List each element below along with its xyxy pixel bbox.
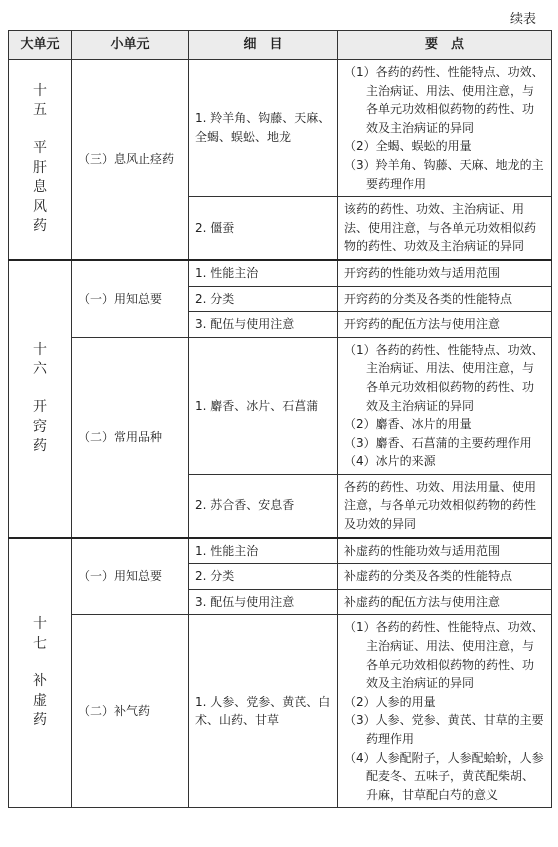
table-row <box>9 615 552 808</box>
detail-cell: 1. 人参、党参、黄芪、白术、山药、甘草 <box>189 615 338 808</box>
key-points-cell <box>338 337 552 474</box>
key-point-item: （3）羚羊角、钩藤、天麻、地龙的主要药理作用 <box>344 157 544 191</box>
major-unit-cell <box>9 538 72 808</box>
detail-cell: 2. 分类 <box>189 286 338 312</box>
major-unit-title: 补 虚 药 <box>33 673 47 729</box>
detail-cell: 1. 羚羊角、钩藤、天麻、全蝎、蜈蚣、地龙 <box>189 60 338 197</box>
key-points-cell <box>338 60 552 197</box>
major-unit-cell <box>9 60 72 260</box>
header-sub-unit: 小单元 <box>72 31 189 60</box>
key-point-item: （2）麝香、冰片的用量 <box>344 417 472 432</box>
sub-unit-cell: （三）息风止痉药 <box>72 60 189 260</box>
key-points-cell: 该药的药性、功效、主治病证、用法、使用注意，与各单元功效相似药物的药性、功效及主治病证的异同 <box>338 197 552 260</box>
header-detail: 细 目 <box>189 31 338 60</box>
key-point-item: （2）人参的用量 <box>344 694 436 709</box>
key-points-cell: 开窍药的性能功效与适用范围 <box>338 260 552 286</box>
syllabus-table <box>8 30 552 808</box>
key-points-list <box>344 618 545 804</box>
major-unit-label <box>32 341 48 457</box>
key-points-cell: 开窍药的分类及各类的性能特点 <box>338 286 552 312</box>
key-points-cell: 补虚药的性能功效与适用范围 <box>338 538 552 564</box>
header-row <box>9 31 552 60</box>
key-points-list <box>344 63 545 193</box>
key-points-cell: 开窍药的配伍方法与使用注意 <box>338 312 552 338</box>
key-points-cell: 补虚药的分类及各类的性能特点 <box>338 564 552 590</box>
key-point-item: （1）各药的药性、性能特点、功效、主治病证、用法、使用注意，与各单元功效相似药物的药性、功效及主治病证的异同 <box>344 620 544 691</box>
sub-unit-cell: （一）用知总要 <box>72 260 189 337</box>
table-body <box>9 60 552 808</box>
major-unit-number: 十 五 <box>33 82 47 119</box>
header-key-points: 要 点 <box>338 31 552 60</box>
key-point-item: （4）冰片的来源 <box>344 454 436 469</box>
detail-cell: 1. 麝香、冰片、石菖蒲 <box>189 337 338 474</box>
major-unit-gap <box>32 121 48 139</box>
table-row <box>9 60 552 197</box>
key-point-item: （2）全蝎、蜈蚣的用量 <box>344 139 472 154</box>
key-point-item: （3）人参、党参、黄芪、甘草的主要药理作用 <box>344 713 544 746</box>
major-unit-gap <box>32 380 48 398</box>
major-unit-cell <box>9 260 72 538</box>
table-row <box>9 337 552 474</box>
sub-unit-cell: （一）用知总要 <box>72 538 189 615</box>
key-point-item: （4）人参配附子，人参配蛤蚧，人参配麦冬、五味子，黄芪配柴胡、升麻，甘草配白芍的意义 <box>344 750 544 802</box>
key-point-item: （3）麝香、石菖蒲的主要药理作用 <box>344 435 532 450</box>
key-points-list <box>344 341 545 471</box>
detail-cell: 3. 配伍与使用注意 <box>189 589 338 615</box>
detail-cell: 2. 僵蚕 <box>189 197 338 260</box>
header-major-unit: 大单元 <box>9 31 72 60</box>
major-unit-label <box>32 615 48 731</box>
major-unit-gap <box>32 654 48 672</box>
detail-cell: 1. 性能主治 <box>189 538 338 564</box>
major-unit-number: 十 七 <box>33 616 47 652</box>
sub-unit-cell: （二）补气药 <box>72 615 189 808</box>
key-point-item: （1）各药的药性、性能特点、功效、主治病证、用法、使用注意，与各单元功效相似药物的药性、功效及主治病证的异同 <box>344 65 544 135</box>
key-points-cell: 各药的药性、功效、用法用量、使用注意，与各单元功效相似药物的药性及功效的异同 <box>338 474 552 537</box>
key-points-cell: 补虚药的配伍方法与使用注意 <box>338 589 552 615</box>
key-points-cell <box>338 615 552 808</box>
major-unit-title: 开 窍 药 <box>33 399 47 455</box>
major-unit-label <box>32 82 48 237</box>
detail-cell: 1. 性能主治 <box>189 260 338 286</box>
detail-cell: 2. 分类 <box>189 564 338 590</box>
table-row <box>9 260 552 286</box>
key-point-item: （1）各药的药性、性能特点、功效、主治病证、用法、使用注意，与各单元功效相似药物的药性、功效及主治病证的异同 <box>344 342 544 413</box>
continued-label: 续表 <box>509 12 536 27</box>
table-row <box>9 538 552 564</box>
sub-unit-cell: （二）常用品种 <box>72 337 189 537</box>
detail-cell: 2. 苏合香、安息香 <box>189 474 338 537</box>
detail-cell: 3. 配伍与使用注意 <box>189 312 338 338</box>
major-unit-title: 平 肝 息 风 药 <box>33 140 47 235</box>
major-unit-number: 十 六 <box>33 341 47 378</box>
